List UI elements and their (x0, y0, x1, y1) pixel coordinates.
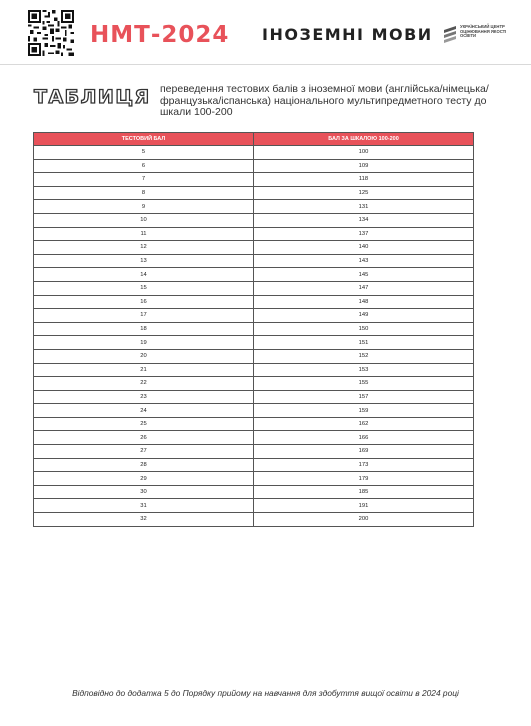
test-score-cell: 13 (34, 254, 254, 268)
header-test-score: ТЕСТОВИЙ БАЛ (34, 133, 254, 146)
scaled-score-cell: 157 (254, 390, 474, 404)
table-row (34, 431, 474, 445)
subject-title: ІНОЗЕМНІ МОВИ (262, 25, 433, 44)
test-score-cell: 10 (34, 213, 254, 227)
test-score-cell: 21 (34, 363, 254, 377)
table-row (34, 513, 474, 527)
table-row (34, 268, 474, 282)
table-row (34, 349, 474, 363)
scaled-score-cell: 173 (254, 458, 474, 472)
test-score-cell: 6 (34, 159, 254, 173)
ucoyo-logo-icon (442, 24, 458, 46)
table-row (34, 336, 474, 350)
brand-title: НМТ-2024 (90, 22, 230, 48)
scaled-score-cell: 185 (254, 485, 474, 499)
scaled-score-cell: 148 (254, 295, 474, 309)
table-row (34, 322, 474, 336)
test-score-cell: 23 (34, 390, 254, 404)
table-row (34, 213, 474, 227)
table-row (34, 227, 474, 241)
scaled-score-cell: 150 (254, 322, 474, 336)
test-score-cell: 9 (34, 200, 254, 214)
table-description: переведення тестових балів з іноземної мови (англійська/німецька/французька/іспанська) національного мультипредметного тесту до шкали 100-200 (160, 83, 489, 118)
scaled-score-cell: 191 (254, 499, 474, 513)
score-conversion-table (33, 132, 474, 527)
table-row (34, 363, 474, 377)
test-score-cell: 28 (34, 458, 254, 472)
test-score-cell: 26 (34, 431, 254, 445)
scaled-score-cell: 155 (254, 377, 474, 391)
table-row (34, 499, 474, 513)
scaled-score-cell: 143 (254, 254, 474, 268)
header-divider (0, 64, 531, 65)
test-score-cell: 14 (34, 268, 254, 282)
table-row (34, 485, 474, 499)
title-block (34, 84, 504, 124)
table-row (34, 377, 474, 391)
test-score-cell: 31 (34, 499, 254, 513)
page-header (0, 0, 531, 66)
table-row (34, 159, 474, 173)
table-row (34, 458, 474, 472)
table-row (34, 390, 474, 404)
scaled-score-cell: 151 (254, 336, 474, 350)
scaled-score-cell: 159 (254, 404, 474, 418)
scaled-score-cell: 109 (254, 159, 474, 173)
ucoyo-logo (442, 24, 512, 46)
scaled-score-cell: 149 (254, 309, 474, 323)
test-score-cell: 29 (34, 472, 254, 486)
scaled-score-cell: 137 (254, 227, 474, 241)
table-row (34, 281, 474, 295)
test-score-cell: 7 (34, 173, 254, 187)
qr-code-icon[interactable] (28, 10, 74, 56)
table-title: ТАБЛИЦЯ (34, 86, 151, 108)
test-score-cell: 11 (34, 227, 254, 241)
table-row (34, 472, 474, 486)
scaled-score-cell: 147 (254, 281, 474, 295)
scaled-score-cell: 179 (254, 472, 474, 486)
test-score-cell: 19 (34, 336, 254, 350)
table-row (34, 254, 474, 268)
scaled-score-cell: 200 (254, 513, 474, 527)
scaled-score-cell: 134 (254, 213, 474, 227)
scaled-score-cell: 140 (254, 241, 474, 255)
scaled-score-cell: 153 (254, 363, 474, 377)
table-row (34, 146, 474, 160)
test-score-cell: 27 (34, 445, 254, 459)
scaled-score-cell: 118 (254, 173, 474, 187)
table-row (34, 309, 474, 323)
test-score-cell: 22 (34, 377, 254, 391)
test-score-cell: 17 (34, 309, 254, 323)
test-score-cell: 30 (34, 485, 254, 499)
scaled-score-cell: 145 (254, 268, 474, 282)
table-row (34, 173, 474, 187)
test-score-cell: 20 (34, 349, 254, 363)
test-score-cell: 16 (34, 295, 254, 309)
table-row (34, 200, 474, 214)
table-row (34, 404, 474, 418)
scaled-score-cell: 162 (254, 417, 474, 431)
scaled-score-cell: 125 (254, 186, 474, 200)
test-score-cell: 24 (34, 404, 254, 418)
scaled-score-cell: 169 (254, 445, 474, 459)
table-row (34, 295, 474, 309)
test-score-cell: 15 (34, 281, 254, 295)
table-row (34, 186, 474, 200)
scaled-score-cell: 100 (254, 146, 474, 160)
scaled-score-cell: 166 (254, 431, 474, 445)
table-row (34, 417, 474, 431)
table-row (34, 445, 474, 459)
scaled-score-cell: 131 (254, 200, 474, 214)
table-row (34, 241, 474, 255)
table-header-row (34, 133, 474, 146)
header-scaled-score: БАЛ ЗА ШКАЛОЮ 100-200 (254, 133, 474, 146)
footer-note: Відповідно до додатка 5 до Порядку прийому на навчання для здобуття вищої освіти в 2024 році (72, 688, 459, 698)
test-score-cell: 25 (34, 417, 254, 431)
scaled-score-cell: 152 (254, 349, 474, 363)
test-score-cell: 18 (34, 322, 254, 336)
test-score-cell: 8 (34, 186, 254, 200)
test-score-cell: 32 (34, 513, 254, 527)
test-score-cell: 12 (34, 241, 254, 255)
logo-text: УКРАЇНСЬКИЙ ЦЕНТР ОЦІНЮВАННЯ ЯКОСТІ ОСВІТИ (460, 24, 507, 39)
test-score-cell: 5 (34, 146, 254, 160)
